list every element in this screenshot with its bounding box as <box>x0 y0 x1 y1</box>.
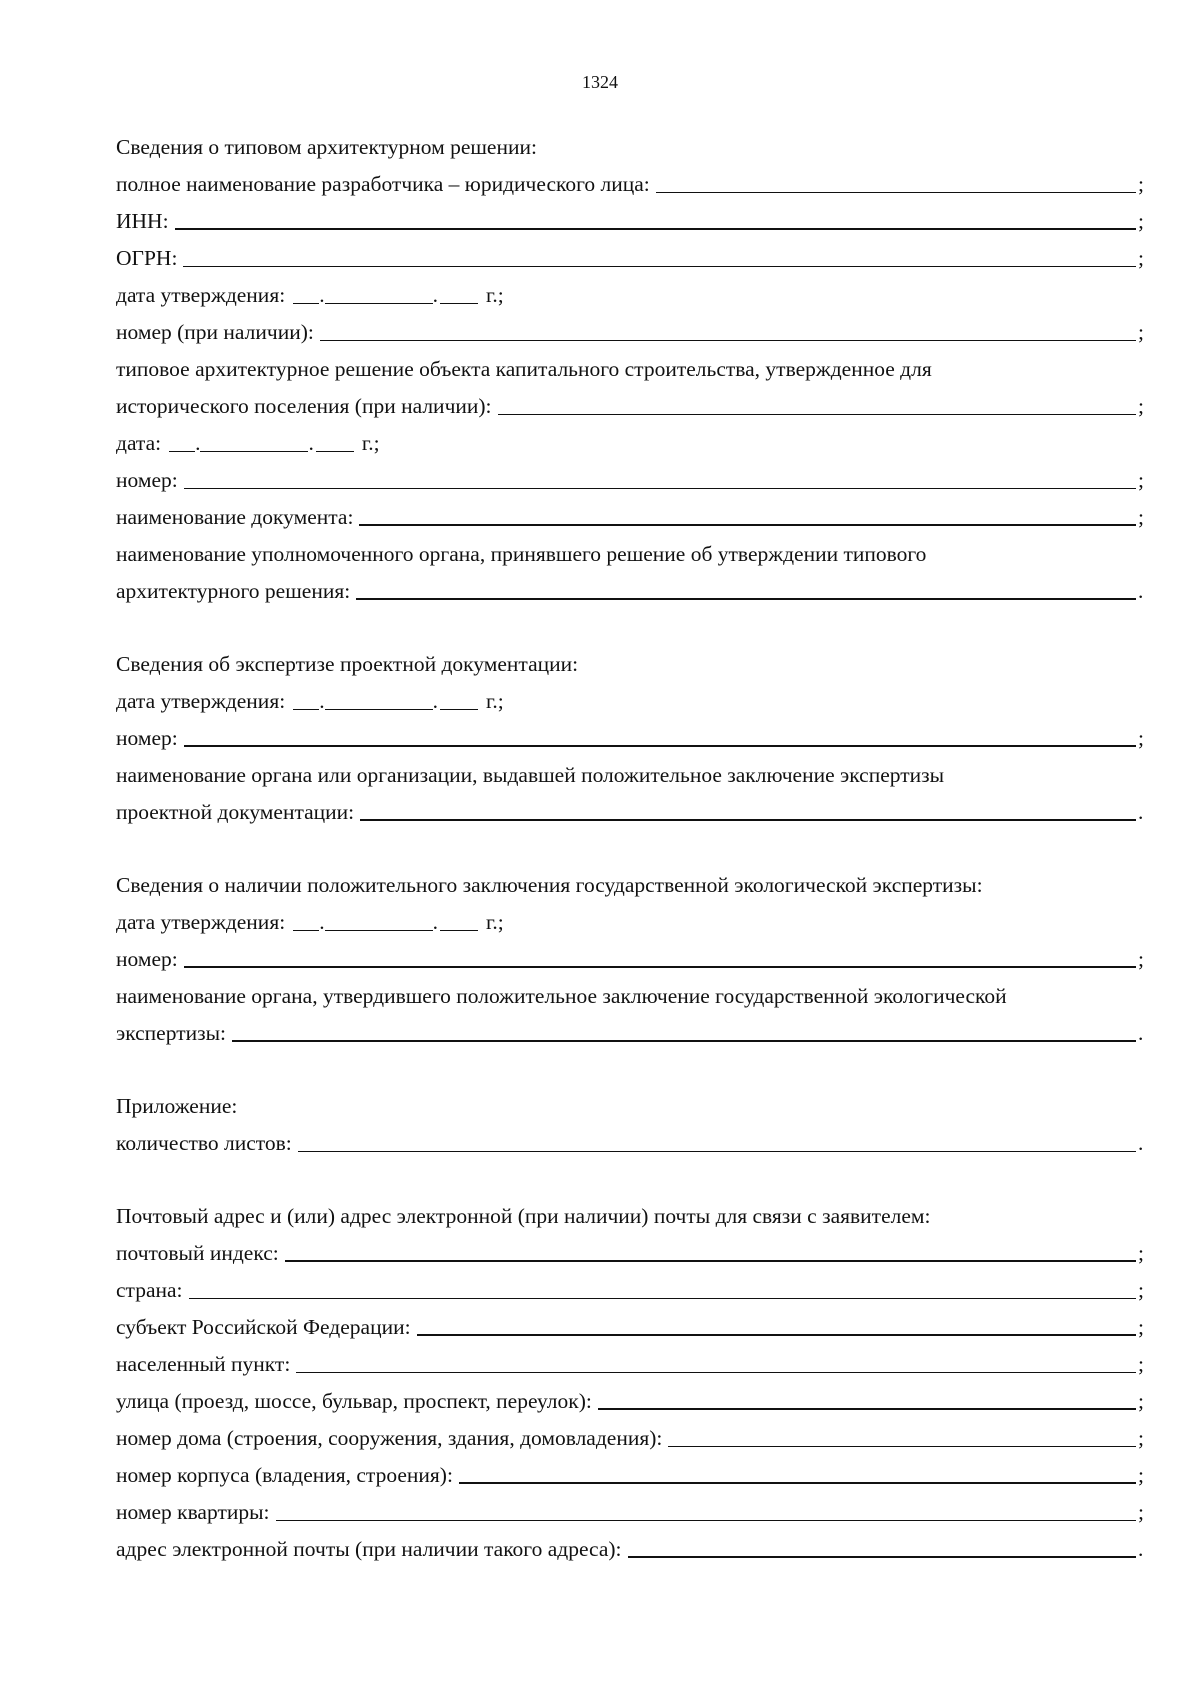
eco-org-row: экспертизы: . <box>116 1014 1146 1051</box>
historic-number-row: номер: ; <box>116 461 1146 498</box>
expertise-date-label: дата утверждения: <box>116 689 286 713</box>
approval-year-field[interactable] <box>440 302 478 304</box>
eco-org-text-row: наименование органа, утвердившего положительное заключение государственной экологической <box>116 984 1007 1008</box>
eco-number-label: номер: <box>116 947 178 971</box>
email-field[interactable] <box>628 1555 1136 1558</box>
historic-row: исторического поселения (при наличии): ; <box>116 387 1146 424</box>
sheets-row: количество листов: . <box>116 1124 1146 1161</box>
historic-day-field[interactable] <box>169 450 195 452</box>
country-row: страна: ; <box>116 1271 1146 1308</box>
apartment-row: номер квартиры: ; <box>116 1493 1146 1530</box>
ogrn-label: ОГРН: <box>116 246 178 270</box>
developer-label: полное наименование разработчика – юридического лица: <box>116 172 650 196</box>
building-label: номер корпуса (владения, строения): <box>116 1463 453 1487</box>
eco-date-row: дата утверждения: . . г.; <box>116 903 1146 940</box>
authority-text-row: наименование уполномоченного органа, принявшего решение об утверждении типового <box>116 542 927 566</box>
historic-number-field[interactable] <box>184 487 1136 489</box>
section-eco-heading: Сведения о наличии положительного заключения государственной экологической экспертизы: <box>116 873 983 897</box>
expertise-number-label: номер: <box>116 726 178 750</box>
region-field[interactable] <box>417 1333 1136 1336</box>
expertise-org-field[interactable] <box>360 818 1136 821</box>
eco-date-label: дата утверждения: <box>116 910 286 934</box>
historic-text-row: типовое архитектурное решение объекта капитального строительства, утвержденное для <box>116 357 932 381</box>
section-attachment-heading: Приложение: <box>116 1094 238 1118</box>
approval-date-row: дата утверждения: . . г.; <box>116 276 1146 313</box>
locality-row: населенный пункт: ; <box>116 1345 1146 1382</box>
eco-number-row: номер: ; <box>116 940 1146 977</box>
eco-org-label: экспертизы: <box>116 1021 227 1045</box>
approval-date-label: дата утверждения: <box>116 283 286 307</box>
eco-org-field[interactable] <box>232 1039 1136 1042</box>
historic-number-label: номер: <box>116 468 178 492</box>
number-field[interactable] <box>320 339 1136 341</box>
apartment-label: номер квартиры: <box>116 1500 270 1524</box>
historic-date-label: дата: <box>116 431 162 455</box>
eco-month-field[interactable] <box>325 929 433 931</box>
historic-label: исторического поселения (при наличии): <box>116 394 492 418</box>
authority-label: архитектурного решения: <box>116 579 351 603</box>
expertise-number-field[interactable] <box>184 744 1136 747</box>
region-row: субъект Российской Федерации: ; <box>116 1308 1146 1345</box>
number-label: номер (при наличии): <box>116 320 314 344</box>
building-field[interactable] <box>459 1481 1136 1484</box>
house-row: номер дома (строения, сооружения, здания, домовладения): ; <box>116 1419 1146 1456</box>
street-label: улица (проезд, шоссе, бульвар, проспект, переулок): <box>116 1389 592 1413</box>
authority-row: архитектурного решения: . <box>116 572 1146 609</box>
street-row: улица (проезд, шоссе, бульвар, проспект, переулок): ; <box>116 1382 1146 1419</box>
postal-code-row: почтовый индекс: ; <box>116 1234 1146 1271</box>
expertise-org-label: проектной документации: <box>116 800 355 824</box>
expertise-date-row: дата утверждения: . . г.; <box>116 682 1146 719</box>
doc-name-row: наименование документа: ; <box>116 498 1146 535</box>
section-typical-heading: Сведения о типовом архитектурном решении: <box>116 135 537 159</box>
country-field[interactable] <box>189 1297 1136 1299</box>
apartment-field[interactable] <box>276 1519 1136 1521</box>
expertise-org-row: проектной документации: . <box>116 793 1146 830</box>
postal-code-label: почтовый индекс: <box>116 1241 279 1265</box>
doc-name-field[interactable] <box>359 523 1136 526</box>
section-address-heading: Почтовый адрес и (или) адрес электронной (при наличии) почты для связи с заявителем: <box>116 1204 931 1228</box>
historic-year-field[interactable] <box>316 450 354 452</box>
number-row: номер (при наличии): ; <box>116 313 1146 350</box>
eco-day-field[interactable] <box>293 929 319 931</box>
ogrn-field[interactable] <box>183 265 1136 267</box>
developer-field[interactable] <box>656 191 1136 193</box>
email-label: адрес электронной почты (при наличии такого адреса): <box>116 1537 622 1561</box>
postal-code-field[interactable] <box>285 1259 1136 1262</box>
house-label: номер дома (строения, сооружения, здания, домовладения): <box>116 1426 663 1450</box>
sheets-label: количество листов: <box>116 1131 292 1155</box>
form-body <box>116 128 1146 1567</box>
sheets-field[interactable] <box>298 1150 1136 1152</box>
historic-date-row: дата: . . г.; <box>116 424 1146 461</box>
country-label: страна: <box>116 1278 183 1302</box>
historic-month-field[interactable] <box>200 450 308 452</box>
developer-row: полное наименование разработчика – юридического лица: ; <box>116 165 1146 202</box>
inn-label: ИНН: <box>116 209 169 233</box>
expertise-day-field[interactable] <box>293 708 319 710</box>
section-expertise-heading: Сведения об экспертизе проектной документации: <box>116 652 579 676</box>
house-field[interactable] <box>668 1445 1136 1447</box>
locality-label: населенный пункт: <box>116 1352 291 1376</box>
email-row: адрес электронной почты (при наличии такого адреса): . <box>116 1530 1146 1567</box>
page-number: 1324 <box>582 72 618 92</box>
expertise-month-field[interactable] <box>325 708 433 710</box>
building-row: номер корпуса (владения, строения): ; <box>116 1456 1146 1493</box>
eco-year-field[interactable] <box>440 929 478 931</box>
region-label: субъект Российской Федерации: <box>116 1315 411 1339</box>
doc-name-label: наименование документа: <box>116 505 354 529</box>
expertise-org-text-row: наименование органа или организации, выдавшей положительное заключение экспертизы <box>116 763 945 787</box>
street-field[interactable] <box>598 1407 1136 1410</box>
locality-field[interactable] <box>296 1371 1136 1373</box>
ogrn-row: ОГРН: ; <box>116 239 1146 276</box>
expertise-year-field[interactable] <box>440 708 478 710</box>
eco-number-field[interactable] <box>184 965 1136 968</box>
expertise-number-row: номер: ; <box>116 719 1146 756</box>
approval-day-field[interactable] <box>293 302 319 304</box>
inn-field[interactable] <box>175 227 1136 230</box>
historic-field[interactable] <box>498 413 1136 415</box>
authority-field[interactable] <box>356 597 1136 600</box>
inn-row: ИНН: ; <box>116 202 1146 239</box>
approval-month-field[interactable] <box>325 302 433 304</box>
